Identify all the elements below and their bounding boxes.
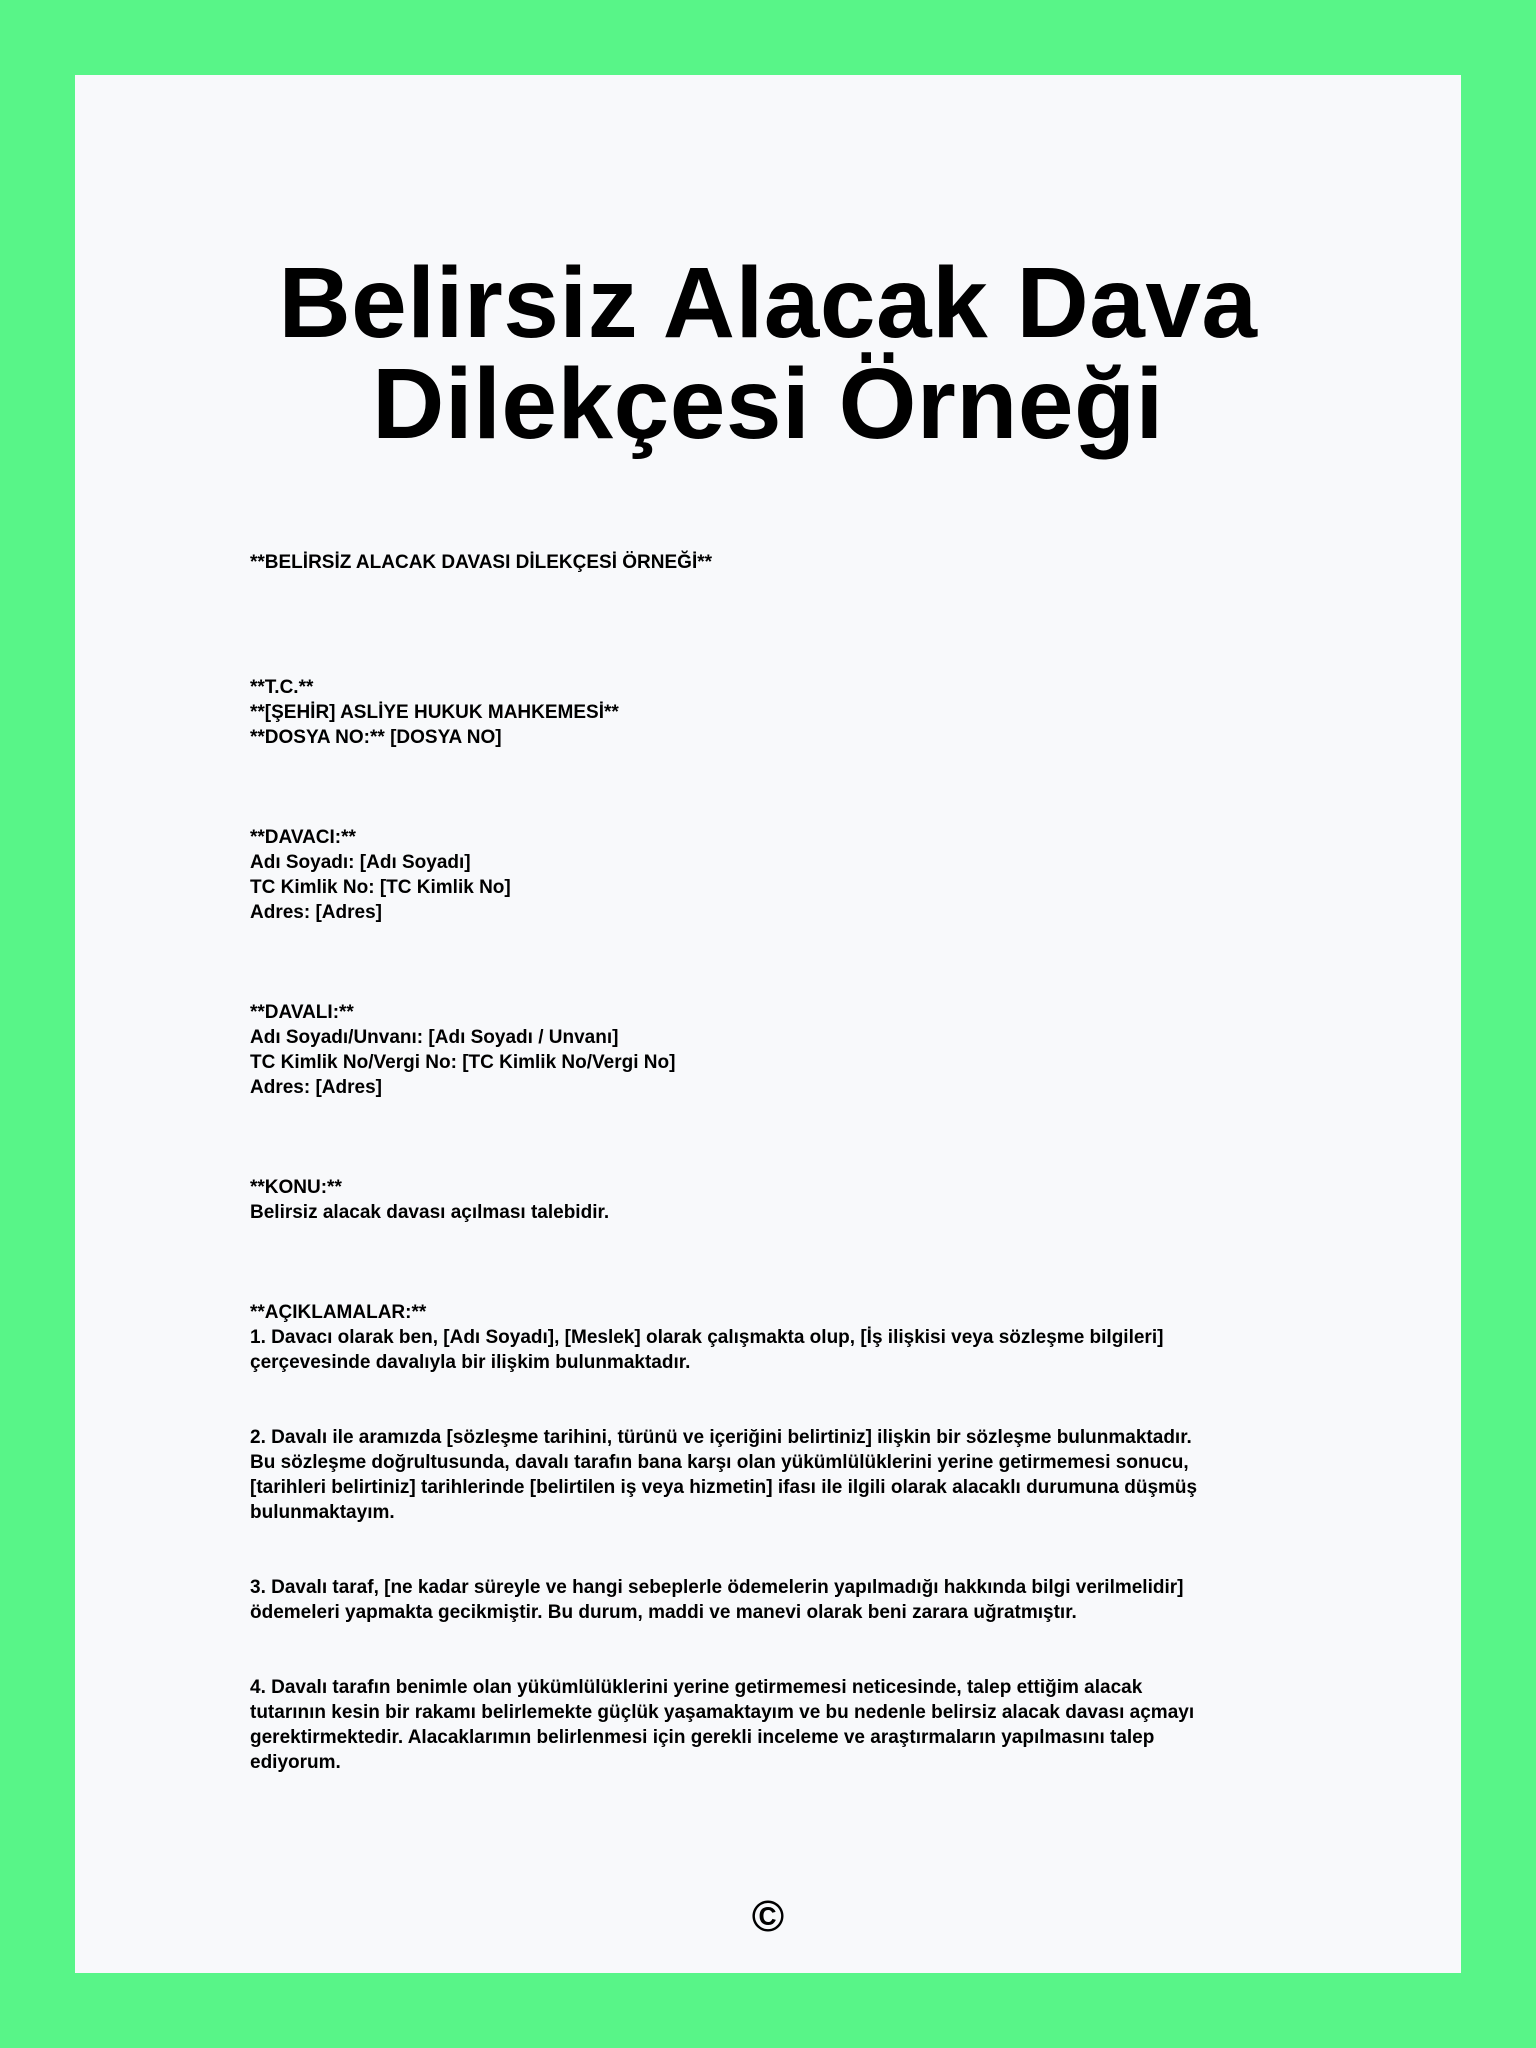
defendant-label: **DAVALI:** [250, 1002, 354, 1023]
paragraph-line: 4. Davalı tarafın benimle olan yükümlülüklerini yerine getirmemesi neticesinde, talep ettiğim alacak [250, 1677, 1143, 1698]
plaintiff-name: Adı Soyadı: [Adı Soyadı] [250, 852, 471, 873]
title-line-1: Belirsiz Alacak Dava [278, 247, 1258, 359]
defendant-id: TC Kimlik No/Vergi No: [TC Kimlik No/Vergi No] [250, 1052, 676, 1073]
court-name: **[ŞEHİR] ASLİYE HUKUK MAHKEMESİ** [250, 702, 619, 723]
paragraph-line: bulunmaktayım. [250, 1502, 395, 1523]
explanations-paragraph-2 [250, 1425, 1290, 1525]
defendant-block [250, 1000, 1290, 1100]
subject-label: **KONU:** [250, 1177, 342, 1198]
document-title [75, 247, 1461, 460]
paragraph-line: gerektirmektedir. Alacaklarımın belirlenmesi için gerekli inceleme ve araştırmaların yapılmasını talep [250, 1727, 1155, 1748]
explanations-paragraph-3 [250, 1575, 1290, 1625]
court-block [250, 675, 1290, 750]
heading-text: **BELİRSİZ ALACAK DAVASI DİLEKÇESİ ÖRNEĞİ** [250, 552, 713, 573]
paragraph-line: çerçevesinde davalıyla bir ilişkim bulunmaktadır. [250, 1352, 691, 1373]
court-line: **T.C.** [250, 677, 314, 698]
plaintiff-label: **DAVACI:** [250, 827, 356, 848]
plaintiff-id: TC Kimlik No: [TC Kimlik No] [250, 877, 511, 898]
copyright-icon: © [751, 1892, 785, 1941]
explanations-paragraph-4 [250, 1675, 1290, 1775]
paragraph-line: 2. Davalı ile aramızda [sözleşme tarihini, türünü ve içeriğini belirtiniz] ilişkin bir sözleşme bulunmaktadır. [250, 1427, 1192, 1448]
subject-block [250, 1175, 1290, 1225]
paragraph-line: [tarihleri belirtiniz] tarihlerinde [belirtilen iş veya hizmetin] ifası ile ilgili olarak alacaklı durumuna düşmüş [250, 1477, 1198, 1498]
file-number: **DOSYA NO:** [DOSYA NO] [250, 727, 502, 748]
plaintiff-address: Adres: [Adres] [250, 902, 382, 923]
paragraph-line: ödemeleri yapmakta gecikmiştir. Bu durum, maddi ve manevi olarak beni zarara uğratmıştır. [250, 1602, 1077, 1623]
document-heading [250, 550, 1290, 575]
defendant-address: Adres: [Adres] [250, 1077, 382, 1098]
paragraph-line: 3. Davalı taraf, [ne kadar süreyle ve hangi sebeplerle ödemelerin yapılmadığı hakkında bilgi verilmelidir] [250, 1577, 1184, 1598]
paragraph-line: ediyorum. [250, 1752, 341, 1773]
paragraph-line: 1. Davacı olarak ben, [Adı Soyadı], [Meslek] olarak çalışmakta olup, [İş ilişkisi veya sözleşme bilgileri] [250, 1327, 1164, 1348]
paragraph-line: tutarının kesin bir rakamı belirlemekte güçlük yaşamaktayım ve bu nedenle belirsiz alacak davası açmayı [250, 1702, 1195, 1723]
subject-text: Belirsiz alacak davası açılması talebidir. [250, 1202, 610, 1223]
explanations-label: **AÇIKLAMALAR:** [250, 1302, 427, 1323]
defendant-name: Adı Soyadı/Unvanı: [Adı Soyadı / Unvanı] [250, 1027, 619, 1048]
document-page [75, 75, 1461, 1973]
plaintiff-block [250, 825, 1290, 925]
explanations-paragraph-1 [250, 1300, 1290, 1375]
title-line-2: Dilekçesi Örneği [372, 348, 1164, 460]
paragraph-line: Bu sözleşme doğrultusunda, davalı tarafın bana karşı olan yükümlülüklerini yerine getirmemesi sonucu, [250, 1452, 1189, 1473]
